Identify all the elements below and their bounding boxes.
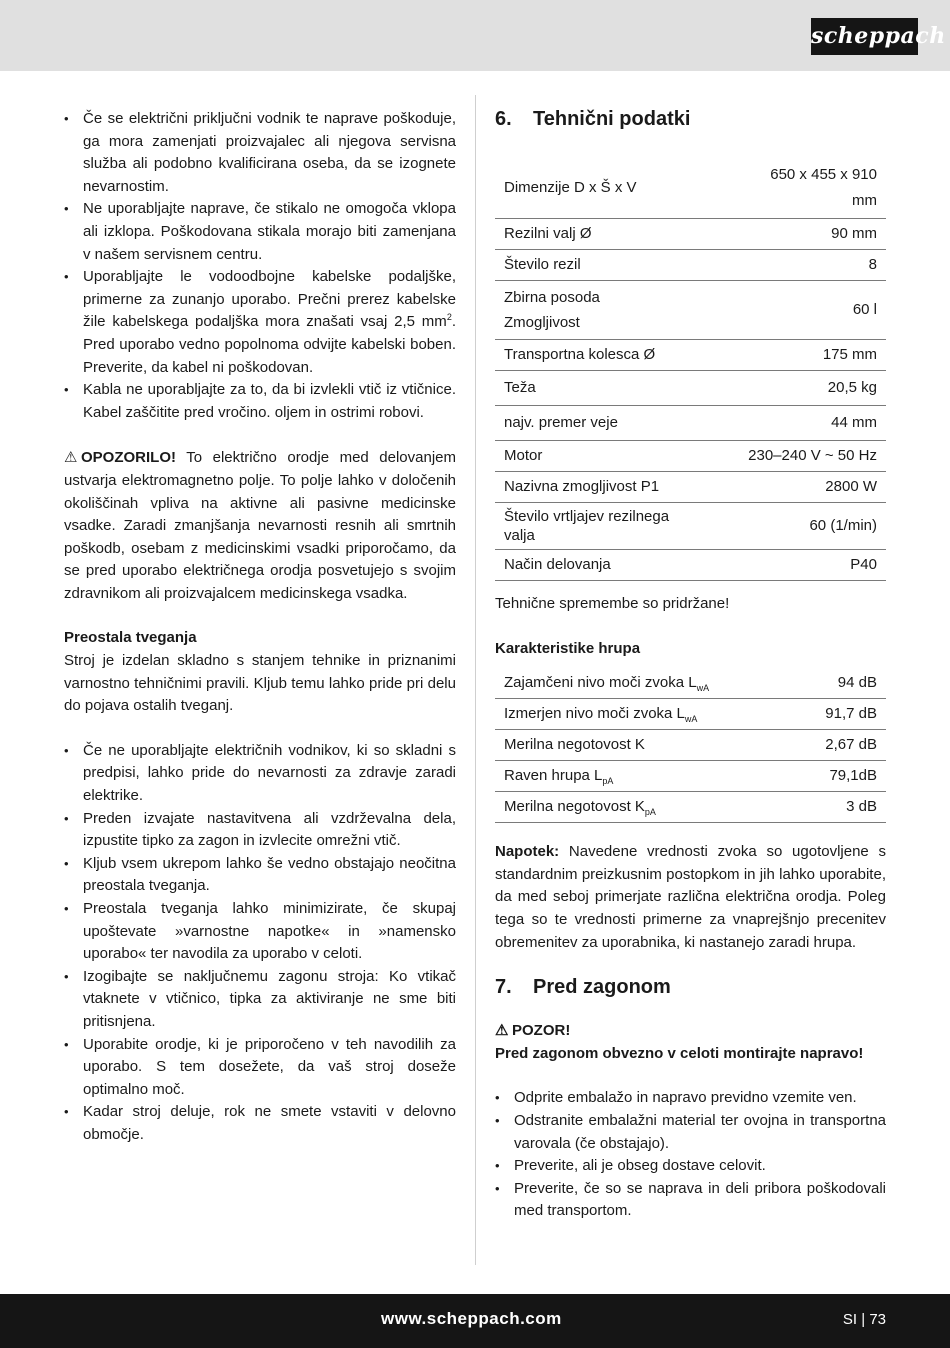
table-row <box>495 281 886 340</box>
left-column <box>64 108 456 1147</box>
noise-heading: Karakteristike hrupa <box>495 639 641 657</box>
right-column <box>495 106 886 1223</box>
safety-bullet-list <box>64 108 456 424</box>
noise-label <box>495 792 793 823</box>
notice-text: Navedene vrednosti zvoka so ugotovljene s standardnim preizkusnim postopkom in jih lahko uporabite, da med seboj primerjate različna električna orodja. Poleg tega so te vrednosti primerne za vnaprejšnjo precenitev obremenitev za uporabnika, ki nastanejo zaradi hrupa. <box>495 843 886 951</box>
noise-label-text: Zajamčeni nivo moči zvoka L <box>504 674 697 692</box>
spec-label <box>495 503 712 550</box>
preparation-bullet-list <box>495 1087 886 1223</box>
spec-label: Dimenzije D x Š x V <box>495 158 712 219</box>
list-item: • Izogibajte se naključnemu zagonu stroja: Ko vtikač vtaknete v vtičnico, tipka za aktiviranje ne sme biti pritisnjena. <box>64 966 456 1034</box>
list-item: • Odprite embalažo in napravo previdno vzemite ven. <box>495 1087 886 1110</box>
list-item <box>64 266 456 379</box>
table-row <box>495 668 886 699</box>
table-row <box>495 371 886 406</box>
spec-label: Nazivna zmogljivost P1 <box>495 472 712 503</box>
warning-paragraph <box>64 447 456 605</box>
warning-label: OPOZORILO! <box>81 449 176 467</box>
spec-label: Motor <box>495 441 712 472</box>
spec-value <box>712 158 886 219</box>
section-title: Tehnični podatki <box>533 108 691 130</box>
spec-table <box>495 158 886 581</box>
spec-label <box>495 281 712 340</box>
list-item-text: Uporabljajte le vodoodbojne kabelske podaljške, primerne za zunanjo uporabo. Prečni prerez kabelske žile kabelskega podaljška mora znašati vsaj 2,5 mm <box>83 268 456 331</box>
list-item-text-rest: . Pred uporabo vedno popolnoma odvijte kabelski boben. Preverite, da kabel ni poškodovan. <box>83 313 456 376</box>
section-heading-technical-data <box>495 106 886 132</box>
list-item: • Preostala tveganja lahko minimizirate, če skupaj upoštevate »varnostne napotke« in »namensko uporabo« ter navodila za uporabo v celoti. <box>64 898 456 966</box>
table-row <box>495 761 886 792</box>
spec-value: 60 (1/min) <box>712 503 886 550</box>
caution-heading <box>495 1020 886 1043</box>
noise-label-text: Raven hrupa L <box>504 767 603 785</box>
residual-risks-text: Stroj je izdelan skladno s stanjem tehnike in priznanimi varnostno tehničnimi pravili. Kljub temu lahko pride pri delu do pojava ostalih tveganj. <box>64 652 456 715</box>
noise-label-text: Merilna negotovost K <box>504 736 645 754</box>
table-row <box>495 730 886 761</box>
noise-value: 3 dB <box>793 792 886 823</box>
page-indicator: SI | 73 <box>842 1311 886 1328</box>
spec-label-line: valja <box>504 527 535 544</box>
spec-value: P40 <box>712 550 886 581</box>
noise-notice <box>495 841 886 954</box>
list-item: • Če se električni priključni vodnik te naprave poškoduje, ga mora zamenjati proizvajalec ali njegova servisna služba ali podobno kvalificirana oseba, da se izognete nevarnostim. <box>64 108 456 198</box>
spec-label: Število rezil <box>495 250 712 281</box>
noise-table <box>495 668 886 823</box>
list-item: • Preden izvajate nastavitvena ali vzdrževalna dela, izpustite tipko za zagon in izvlecite omrežni vtič. <box>64 808 456 853</box>
caution-label: POZOR! <box>512 1022 571 1040</box>
table-row <box>495 406 886 441</box>
warning-icon: ⚠ <box>495 1022 509 1040</box>
scheppach-logo: scheppach <box>811 18 918 55</box>
notice-label: Napotek: <box>495 843 560 861</box>
list-item: • Preverite, če so se naprava in deli pribora poškodovali med transportom. <box>495 1178 886 1223</box>
section-title: Pred zagonom <box>533 976 671 999</box>
spec-value: 8 <box>712 250 886 281</box>
noise-label-text: Merilna negotovost K <box>504 798 645 816</box>
subscript: pA <box>644 807 656 818</box>
spec-label: najv. premer veje <box>495 406 712 441</box>
spec-label-line: Zmogljivost <box>504 314 580 331</box>
spec-label: Način delovanja <box>495 550 712 581</box>
spec-label: Transportna kolesca Ø <box>495 340 712 371</box>
spec-value: 20,5 kg <box>712 371 886 406</box>
spec-value: 60 l <box>712 281 886 340</box>
noise-label <box>495 699 793 730</box>
spec-value: 230–240 V ~ 50 Hz <box>712 441 886 472</box>
superscript: 2 <box>446 312 452 323</box>
list-item: • Ne uporabljajte naprave, če stikalo ne omogoča vklopa ali izklopa. Poškodovana stikala morajo biti zamenjana v našem servisnem centru. <box>64 198 456 266</box>
warning-icon: ⚠ <box>64 449 78 467</box>
table-row <box>495 503 886 550</box>
column-divider <box>475 95 476 1265</box>
list-item: • Odstranite embalažni material ter ovojna in transportna varovala (če obstajajo). <box>495 1110 886 1155</box>
spec-value: 175 mm <box>712 340 886 371</box>
spec-value-line: 650 x 455 x 910 <box>770 166 877 183</box>
spec-label: Teža <box>495 371 712 406</box>
spec-value: 90 mm <box>712 219 886 250</box>
table-row <box>495 441 886 472</box>
subscript: pA <box>602 776 614 787</box>
spec-value: 44 mm <box>712 406 886 441</box>
table-row <box>495 550 886 581</box>
section-number: 7. <box>495 976 512 999</box>
residual-risks-heading: Preostala tveganja <box>64 629 197 647</box>
warning-text: To električno orodje med delovanjem ustvarja elektromagnetno polje. To polje lahko v določenih okoliščinah vpliva na aktivne ali pasivne medicinske vsadke. Zaradi zmanjšanja nevarnosti resnih ali smrtnih poškodb, osebam z medicinskimi vsadki priporočamo, da se pred uporabo električnega orodja posvetujejo s svojim zdravnikom ali proizvajalcem medicinskega vsadka. <box>64 449 456 602</box>
noise-value: 79,1dB <box>793 761 886 792</box>
subscript: wA <box>684 714 698 725</box>
noise-label <box>495 730 793 761</box>
section-heading-before-start <box>495 974 886 1000</box>
spec-label-line: Število vrtljajev rezilnega <box>504 508 670 525</box>
list-item: • Kadar stroj deluje, rok ne smete vstaviti v delovno območje. <box>64 1101 456 1146</box>
table-row <box>495 699 886 730</box>
list-item: • Kljub vsem ukrepom lahko še vedno obstajajo neočitna preostala tveganja. <box>64 853 456 898</box>
noise-value: 91,7 dB <box>793 699 886 730</box>
noise-value: 94 dB <box>793 668 886 699</box>
spec-label: Rezilni valj Ø <box>495 219 712 250</box>
list-item: • Če ne uporabljajte električnih vodnikov, ki so skladni s predpisi, lahko pride do nevarnosti za zdravje zaradi elektrike. <box>64 740 456 808</box>
spec-value: 2800 W <box>712 472 886 503</box>
spec-label-line: Zbirna posoda <box>504 289 600 306</box>
language-code: SI <box>842 1311 858 1328</box>
list-item: • Preverite, ali je obseg dostave celovit. <box>495 1155 886 1178</box>
header-bar <box>0 0 950 71</box>
caution-text: Pred zagonom obvezno v celoti montirajte napravo! <box>495 1044 864 1062</box>
list-item: • Uporabite orodje, ki je priporočeno v teh navodilih za uporabo. S tem dosežete, da vaš stroj doseže optimalno moč. <box>64 1034 456 1102</box>
residual-bullet-list <box>64 740 456 1147</box>
table-row <box>495 792 886 823</box>
table-row <box>495 340 886 371</box>
section-number: 6. <box>495 108 512 130</box>
footer-website-link[interactable]: www.scheppach.com <box>381 1309 562 1328</box>
footer-bar <box>0 1294 950 1348</box>
noise-label-text: Izmerjen nivo moči zvoka L <box>504 705 685 723</box>
list-item: • Kabla ne uporabljajte za to, da bi izvlekli vtič iz vtičnice. Kabel zaščitite pred vročino. oljem in ostrimi robovi. <box>64 379 456 424</box>
table-row <box>495 158 886 219</box>
noise-value: 2,67 dB <box>793 730 886 761</box>
table-row <box>495 219 886 250</box>
table-row <box>495 250 886 281</box>
page-number: 73 <box>869 1311 886 1328</box>
technical-changes-note: Tehnične spremembe so pridržane! <box>495 595 730 612</box>
noise-label <box>495 761 793 792</box>
spec-value-line: mm <box>852 192 877 209</box>
subscript: wA <box>696 683 710 694</box>
noise-label <box>495 668 793 699</box>
table-row <box>495 472 886 503</box>
